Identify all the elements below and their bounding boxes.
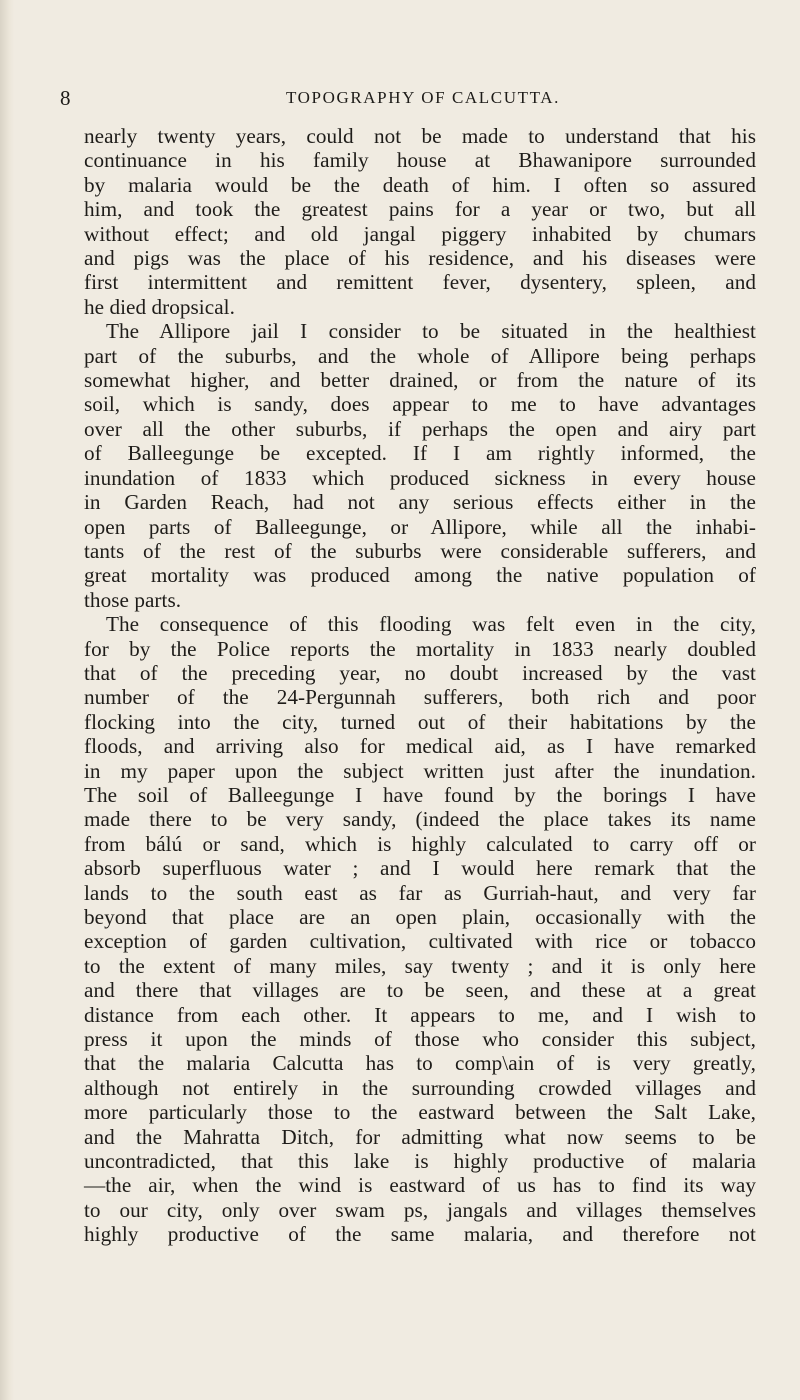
text-line: somewhat higher, and better drained, or from the nature of its <box>84 368 756 393</box>
text-line: flocking into the city, turned out of their habitations by the <box>84 709 756 734</box>
text-line: floods, and arriving also for medical aid, as I have remarked <box>84 734 756 759</box>
page-binding-edge <box>0 0 14 1400</box>
text-line: lands to the south east as far as Gurriah-haut, and very far <box>84 880 756 905</box>
text-line: first intermittent and remittent fever, dysentery, spleen, and <box>84 270 756 295</box>
running-header <box>60 86 760 116</box>
text-line: in my paper upon the subject written just after the inundation. <box>84 758 756 783</box>
text-line: uncontradicted, that this lake is highly productive of malaria <box>84 1149 756 1174</box>
text-line: he died dropsical. <box>84 294 235 319</box>
text-line: nearly twenty years, could not be made to understand that his <box>84 124 756 148</box>
text-line: and pigs was the place of his residence, and his diseases were <box>84 246 756 271</box>
text-line: press it upon the minds of those who consider this subject, <box>84 1027 756 1052</box>
text-line: highly productive of the same malaria, and therefore not <box>84 1222 756 1247</box>
text-line: The Allipore jail I consider to be situated in the healthiest <box>106 319 756 344</box>
text-line: open parts of Balleegunge, or Allipore, while all the inhabi- <box>84 514 756 539</box>
text-line: although not entirely in the surrounding crowded villages and <box>84 1075 756 1100</box>
text-line: over all the other suburbs, if perhaps the open and airy part <box>84 416 756 441</box>
text-line: from bálú or sand, which is highly calculated to carry off or <box>84 831 756 856</box>
text-line: inundation of 1833 which produced sickness in every house <box>84 465 756 490</box>
text-line: exception of garden cultivation, cultivated with rice or tobacco <box>84 929 756 954</box>
text-line: in Garden Reach, had not any serious effects either in the <box>84 490 756 515</box>
text-line: absorb superfluous water ; and I would here remark that the <box>84 856 756 881</box>
running-title: TOPOGRAPHY OF CALCUTTA. <box>286 88 560 107</box>
text-line: to our city, only over swam ps, jangals and villages themselves <box>84 1197 756 1222</box>
text-line: The consequence of this flooding was felt even in the city, <box>106 612 756 637</box>
text-line: beyond that place are an open plain, occasionally with the <box>84 905 756 929</box>
text-line: continuance in his family house at Bhawanipore surrounded <box>84 148 756 173</box>
text-line: those parts. <box>84 587 182 612</box>
text-line: —the air, when the wind is eastward of us has to find its way <box>84 1173 756 1198</box>
page-number: 8 <box>60 86 71 110</box>
text-line: without effect; and old jangal piggery inhabited by chumars <box>84 221 756 246</box>
text-line: by malaria would be the death of him. I often so assured <box>84 172 756 197</box>
text-line: The soil of Balleegunge I have found by the borings I have <box>84 782 756 807</box>
text-line: for by the Police reports the mortality in 1833 nearly doubled <box>84 636 756 661</box>
text-line: made there to be very sandy, (indeed the place takes its name <box>84 807 756 832</box>
text-line: part of the suburbs, and the whole of Allipore being perhaps <box>84 343 756 368</box>
text-line: to the extent of many miles, say twenty ; and it is only here <box>84 953 756 978</box>
text-line: that of the preceding year, no doubt increased by the vast <box>84 660 756 685</box>
text-line: of Balleegunge be excepted. If I am rightly informed, the <box>84 441 756 466</box>
body-text <box>84 124 756 1247</box>
text-line: him, and took the greatest pains for a year or two, but all <box>84 197 756 222</box>
text-line: that the malaria Calcutta has to comp\ain of is very greatly, <box>84 1051 756 1076</box>
text-line: and the Mahratta Ditch, for admitting what now seems to be <box>84 1124 756 1149</box>
text-line: great mortality was produced among the native population of <box>84 563 756 588</box>
text-line: distance from each other. It appears to me, and I wish to <box>84 1002 756 1027</box>
text-line: and there that villages are to be seen, and these at a great <box>84 978 756 1003</box>
text-line: more particularly those to the eastward between the Salt Lake, <box>84 1100 756 1125</box>
text-line: tants of the rest of the suburbs were considerable sufferers, and <box>84 538 756 563</box>
text-line: soil, which is sandy, does appear to me to have advantages <box>84 392 756 417</box>
text-line: number of the 24-Pergunnah sufferers, both rich and poor <box>84 685 756 710</box>
